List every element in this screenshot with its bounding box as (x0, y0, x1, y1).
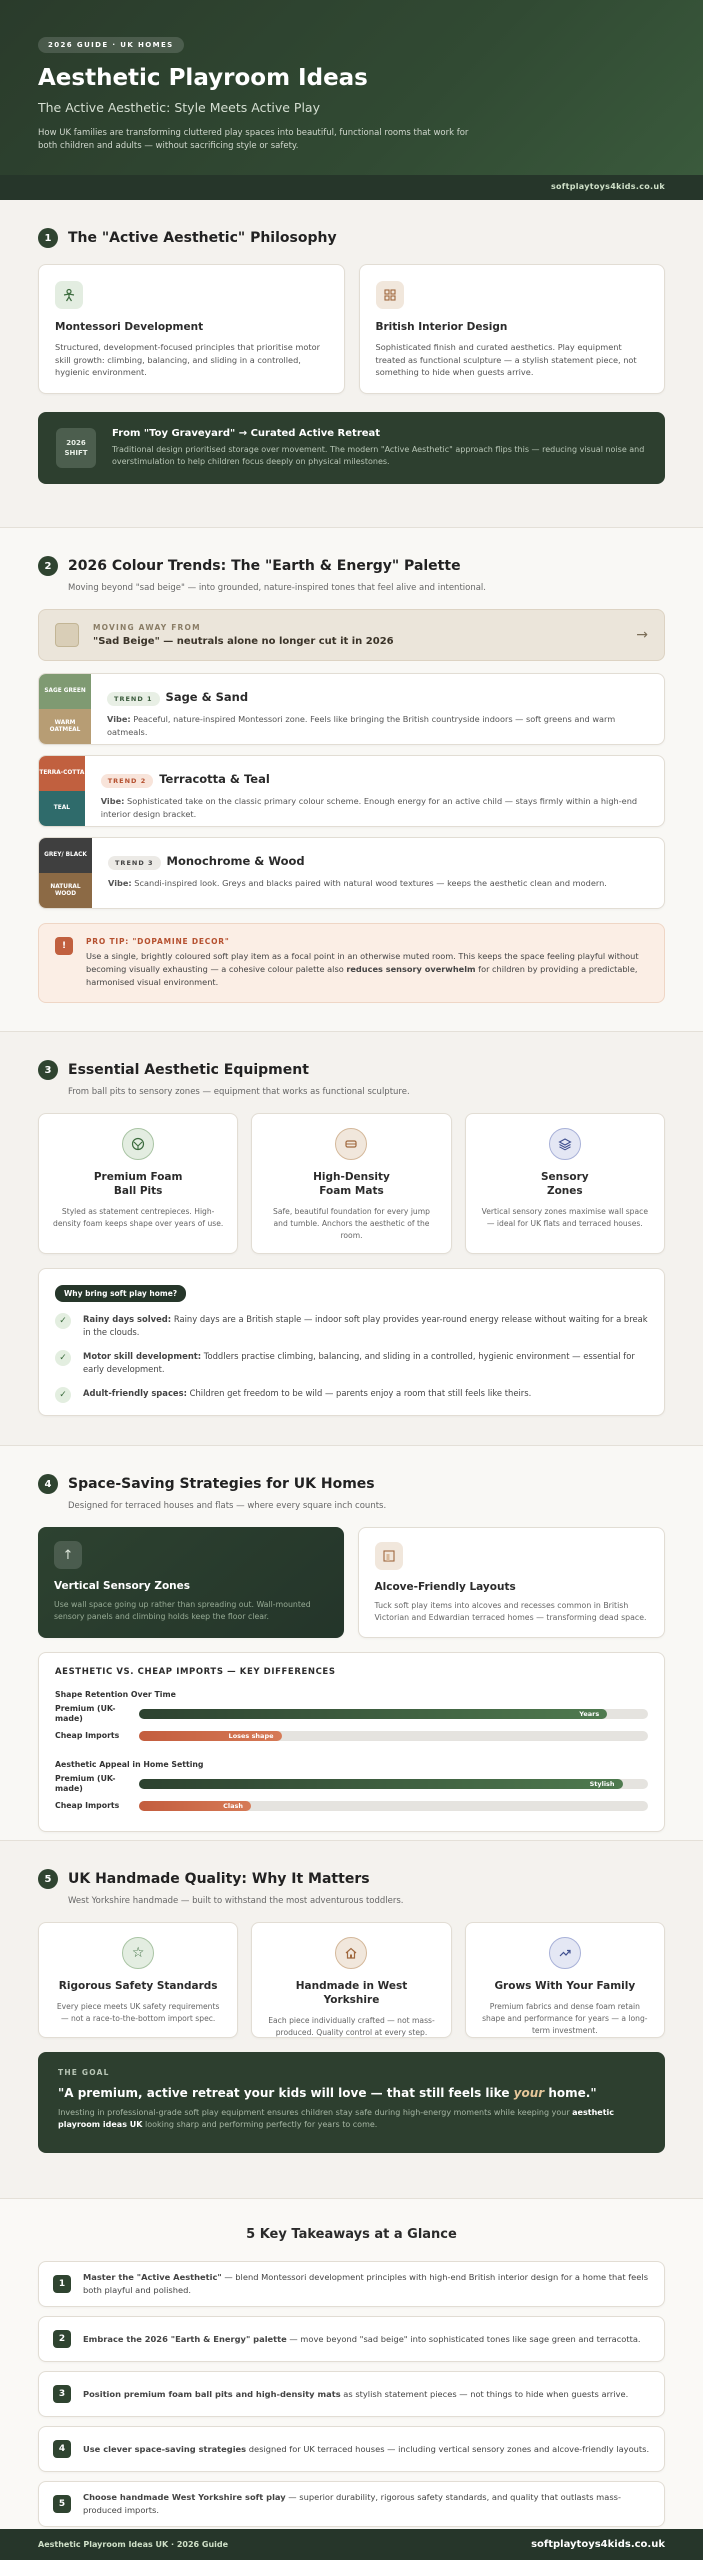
section-equipment (0, 1032, 703, 1446)
benefit-item (55, 1387, 648, 1403)
section-philosophy (0, 200, 703, 528)
section-desc: Designed for terraced houses and flats — where every square inch counts. (68, 1501, 387, 1511)
tip-text: Use a single, brightly coloured soft play item as a focal point in an otherwise muted room. This keeps the space feeling playful without becoming visually exhausting — a cohesive colour palette also reduces sensory overwhelm for children by providing a predictable, harmonised visual environment. (86, 951, 639, 987)
takeaway-number: 3 (53, 2385, 71, 2403)
arrow-right-icon: → (636, 627, 648, 643)
card-text: Tuck soft play items into alcoves and recesses common in British Victorian and Edwardian terraced homes — transforming dead space. (374, 1601, 647, 1622)
section-number: 4 (38, 1474, 58, 1494)
arrow-up-icon: ↑ (54, 1541, 82, 1569)
takeaway-number: 5 (53, 2495, 71, 2513)
bar-label: Cheap Imports (55, 1731, 120, 1740)
trend-title: Terracotta & Teal (159, 772, 270, 786)
section-desc: Moving beyond "sad beige" — into grounded, nature-inspired tones that feel alive and intentional. (68, 583, 486, 593)
section-title: 2026 Colour Trends: The "Earth & Energy" Palette (68, 558, 461, 574)
quality-card (38, 1922, 238, 2038)
section-number: 5 (38, 1869, 58, 1889)
bar-row (55, 1773, 648, 1795)
takeaway-text: Position premium foam ball pits and high-density mats as stylish statement pieces — not things to hide when guests arrive. (83, 2388, 629, 2399)
trend-pill: TREND 3 (108, 856, 161, 870)
alcove-card (358, 1527, 666, 1638)
quality-text: Premium fabrics and dense foam retain shape and performance for years — a long-term investment. (482, 2002, 648, 2035)
swatch-label: TEAL (39, 791, 85, 826)
quality-title: Handmade in West Yorkshire (295, 1980, 408, 2006)
trend-swatch (39, 674, 91, 744)
trend-swatch (39, 756, 85, 826)
card-text: Use wall space going up rather than spreading out. Wall-mounted sensory panels and climbing holds keep the floor clear. (54, 1600, 311, 1621)
check-icon: ✓ (55, 1387, 71, 1403)
card-title: Vertical Sensory Zones (54, 1580, 191, 1592)
star-icon: ☆ (122, 1937, 154, 1969)
swatch-label: TERRA-COTTA (39, 756, 85, 791)
takeaways-section (0, 2199, 703, 2537)
ball-icon (122, 1128, 154, 1160)
alcove-icon (375, 1542, 403, 1570)
equipment-title: Premium Foam Ball Pits (93, 1171, 183, 1197)
goal-text: Investing in professional-grade soft play equipment ensures children stay safe during high-energy moments while keeping your aesthetic playroom ideas UK looking sharp and performing perfectly for years to come. (58, 2108, 614, 2129)
equipment-title: High-Density Foam Mats (313, 1171, 390, 1197)
takeaway-text: Use clever space-saving strategies designed for UK terraced houses — including vertical sensory zones and alcove-friendly layouts. (83, 2443, 650, 2454)
chart-title: AESTHETIC VS. CHEAP IMPORTS — KEY DIFFERENCES (55, 1667, 336, 1677)
comparison-chart (38, 1652, 665, 1832)
trend-text: Vibe: Sophisticated take on the classic primary colour scheme. Enough energy for an active child — stays firmly within a high-end interior design bracket. (100, 796, 638, 819)
section-colour-trends (0, 528, 703, 1032)
why-soft-play-box (38, 1268, 665, 1416)
bar-group (55, 1690, 648, 1747)
section-title: Essential Aesthetic Equipment (68, 1062, 309, 1078)
takeaway-item (38, 2316, 665, 2362)
montessori-card (38, 264, 345, 394)
takeaways-title: 5 Key Takeaways at a Glance (246, 2227, 457, 2242)
equipment-text: Styled as statement centrepieces. High-density foam keeps shape over years of use. (53, 1207, 224, 1228)
card-title: British Interior Design (375, 321, 508, 333)
bar-fill: Years (139, 1709, 607, 1719)
section-title: The "Active Aesthetic" Philosophy (68, 230, 337, 246)
away-text: "Sad Beige" — neutrals alone no longer cut it in 2026 (93, 636, 394, 647)
trend-pill: TREND 2 (101, 774, 154, 788)
trend-card (38, 673, 665, 745)
swatch-label: GREY/ BLACK (39, 838, 92, 873)
goal-callout (38, 2052, 665, 2153)
benefit-text: Motor skill development: Toddlers practise climbing, balancing, and sliding in a controlled, hygienic environment — essential for early development. (83, 1351, 635, 1374)
bar-group-title: Shape Retention Over Time (55, 1690, 176, 1699)
child-icon (55, 281, 83, 309)
goal-quote: "A premium, active retreat your kids will love — that still feels like your home." (58, 2086, 597, 2100)
takeaway-item (38, 2481, 665, 2527)
bar-group (55, 1760, 648, 1817)
tip-title: PRO TIP: "DOPAMINE DECOR" (86, 937, 230, 946)
trend-card (38, 837, 665, 909)
hero-header (0, 0, 703, 175)
equipment-card (38, 1113, 238, 1254)
quality-text: Every piece meets UK safety requirements — not a race-to-the-bottom import spec. (56, 2002, 220, 2023)
card-title: Alcove-Friendly Layouts (374, 1581, 516, 1593)
trend-swatch (39, 838, 92, 908)
bar-fill: Stylish (139, 1779, 623, 1789)
bar-row (55, 1795, 648, 1817)
section-handmade-quality (0, 1841, 703, 2199)
alert-icon: ! (55, 937, 73, 955)
bar-fill: Clash (139, 1801, 251, 1811)
quality-title: Rigorous Safety Standards (58, 1980, 218, 1992)
british-interior-card (359, 264, 666, 394)
grid-icon (376, 281, 404, 309)
takeaway-item (38, 2371, 665, 2417)
benefit-item (55, 1313, 648, 1339)
bar-row (55, 1725, 648, 1747)
footer-title: Aesthetic Playroom Ideas UK · 2026 Guide (38, 2540, 229, 2549)
trend-title: Sage & Sand (165, 690, 249, 704)
benefit-item (55, 1350, 648, 1376)
section-space-saving (0, 1446, 703, 1841)
quality-card (465, 1922, 665, 2038)
card-text: Structured, development-focused principles that prioritise motor skill growth: climbing, balancing, and sliding in a controlled, hygienic environment. (55, 342, 320, 377)
trend-title: Monochrome & Wood (166, 854, 305, 868)
footer-brand-link[interactable]: softplaytoys4kids.co.uk (531, 2539, 665, 2550)
page-title: Aesthetic Playroom Ideas (38, 65, 368, 91)
pro-tip (38, 923, 665, 1003)
takeaway-number: 1 (53, 2275, 71, 2293)
swatch-label: WARM OATMEAL (39, 709, 91, 744)
section-title: Space-Saving Strategies for UK Homes (68, 1476, 375, 1492)
vertical-zones-card (38, 1527, 344, 1638)
equipment-title: Sensory Zones (540, 1171, 589, 1197)
house-icon (335, 1937, 367, 1969)
goal-label: THE GOAL (58, 2068, 110, 2077)
check-icon: ✓ (55, 1350, 71, 1366)
shift-badge: 2026 SHIFT (56, 428, 96, 468)
shift-title: From "Toy Graveyard" → Curated Active Retreat (112, 428, 381, 439)
trend-up-icon (549, 1937, 581, 1969)
benefit-text: Rainy days solved: Rainy days are a British staple — indoor soft play provides year-round energy release without waiting for a break in the clouds. (83, 1314, 648, 1337)
layers-icon (549, 1128, 581, 1160)
takeaway-item (38, 2261, 665, 2307)
takeaway-text: Embrace the 2026 "Earth & Energy" palette — move beyond "sad beige" into sophisticated tones like sage green and terracotta. (83, 2333, 641, 2344)
guide-tag: 2026 GUIDE · UK HOMES (38, 37, 184, 53)
mat-icon (335, 1128, 367, 1160)
equipment-text: Safe, beautiful foundation for every jump and tumble. Anchors the aesthetic of the room. (273, 1207, 430, 1240)
bar-label: Premium (UK-made) (55, 1704, 116, 1723)
takeaway-text: Master the "Active Aesthetic" — blend Montessori development principles with high-end British interior design for a home that feels both playful and polished. (83, 2272, 649, 2295)
bar-fill: Loses shape (139, 1731, 282, 1741)
trend-card (38, 755, 665, 827)
takeaway-text: Choose handmade West Yorkshire soft play — superior durability, rigorous safety standards, and quality that outlasts mass-produced imports. (83, 2492, 621, 2515)
equipment-text: Vertical sensory zones maximise wall space — ideal for UK flats and terraced houses. (481, 1207, 649, 1228)
brand-link[interactable]: softplaytoys4kids.co.uk (0, 175, 703, 200)
trend-pill: TREND 1 (107, 692, 160, 706)
trend-text: Vibe: Peaceful, nature-inspired Montessori zone. Feels like bringing the British countryside indoors — soft greens and warm oatmeals. (107, 714, 616, 737)
swatch-label: SAGE GREEN (39, 674, 91, 709)
bar-group-title: Aesthetic Appeal in Home Setting (55, 1760, 204, 1769)
check-icon: ✓ (55, 1313, 71, 1329)
page-footer (0, 2529, 703, 2560)
bar-row (55, 1703, 648, 1725)
why-title: Why bring soft play home? (55, 1285, 186, 1302)
trend-text: Vibe: Scandi-inspired look. Greys and blacks paired with natural wood textures — keeps the aesthetic clean and modern. (108, 878, 607, 888)
section-title: UK Handmade Quality: Why It Matters (68, 1871, 370, 1887)
quality-card (251, 1922, 451, 2038)
benefit-text: Adult-friendly spaces: Children get freedom to be wild — parents enjoy a room that still feels like theirs. (83, 1388, 532, 1398)
section-number: 3 (38, 1060, 58, 1080)
equipment-card (465, 1113, 665, 1254)
takeaway-number: 2 (53, 2330, 71, 2348)
intro-text: How UK families are transforming cluttered play spaces into beautiful, functional rooms that work for both children and adults — without sacrificing style or safety. (38, 128, 469, 151)
beige-swatch (55, 623, 79, 647)
bar-label: Cheap Imports (55, 1801, 120, 1810)
quality-text: Each piece individually crafted — not mass-produced. Quality control at every step. (268, 2016, 435, 2037)
section-number: 2 (38, 556, 58, 576)
section-desc: West Yorkshire handmade — built to withstand the most adventurous toddlers. (68, 1896, 404, 1906)
shift-callout (38, 412, 665, 484)
page-subtitle: The Active Aesthetic: Style Meets Active Play (38, 100, 320, 115)
quality-title: Grows With Your Family (494, 1980, 636, 1992)
card-text: Sophisticated finish and curated aesthetics. Play equipment treated as functional sculpture — a stylish statement piece, not something to hide when guests arrive. (375, 342, 637, 377)
shift-text: Traditional design prioritised storage over movement. The modern "Active Aesthetic" approach flips this — reducing visual noise and overstimulation to help children focus deeply on physical milestones. (112, 445, 645, 466)
moving-away-banner (38, 609, 665, 661)
takeaway-item (38, 2426, 665, 2472)
away-label: MOVING AWAY FROM (93, 623, 201, 632)
equipment-card (251, 1113, 451, 1254)
takeaway-number: 4 (53, 2440, 71, 2458)
card-title: Montessori Development (55, 321, 204, 333)
swatch-label: NATURAL WOOD (39, 873, 92, 908)
bar-label: Premium (UK-made) (55, 1774, 116, 1793)
section-desc: From ball pits to sensory zones — equipment that works as functional sculpture. (68, 1087, 410, 1097)
section-number: 1 (38, 228, 58, 248)
